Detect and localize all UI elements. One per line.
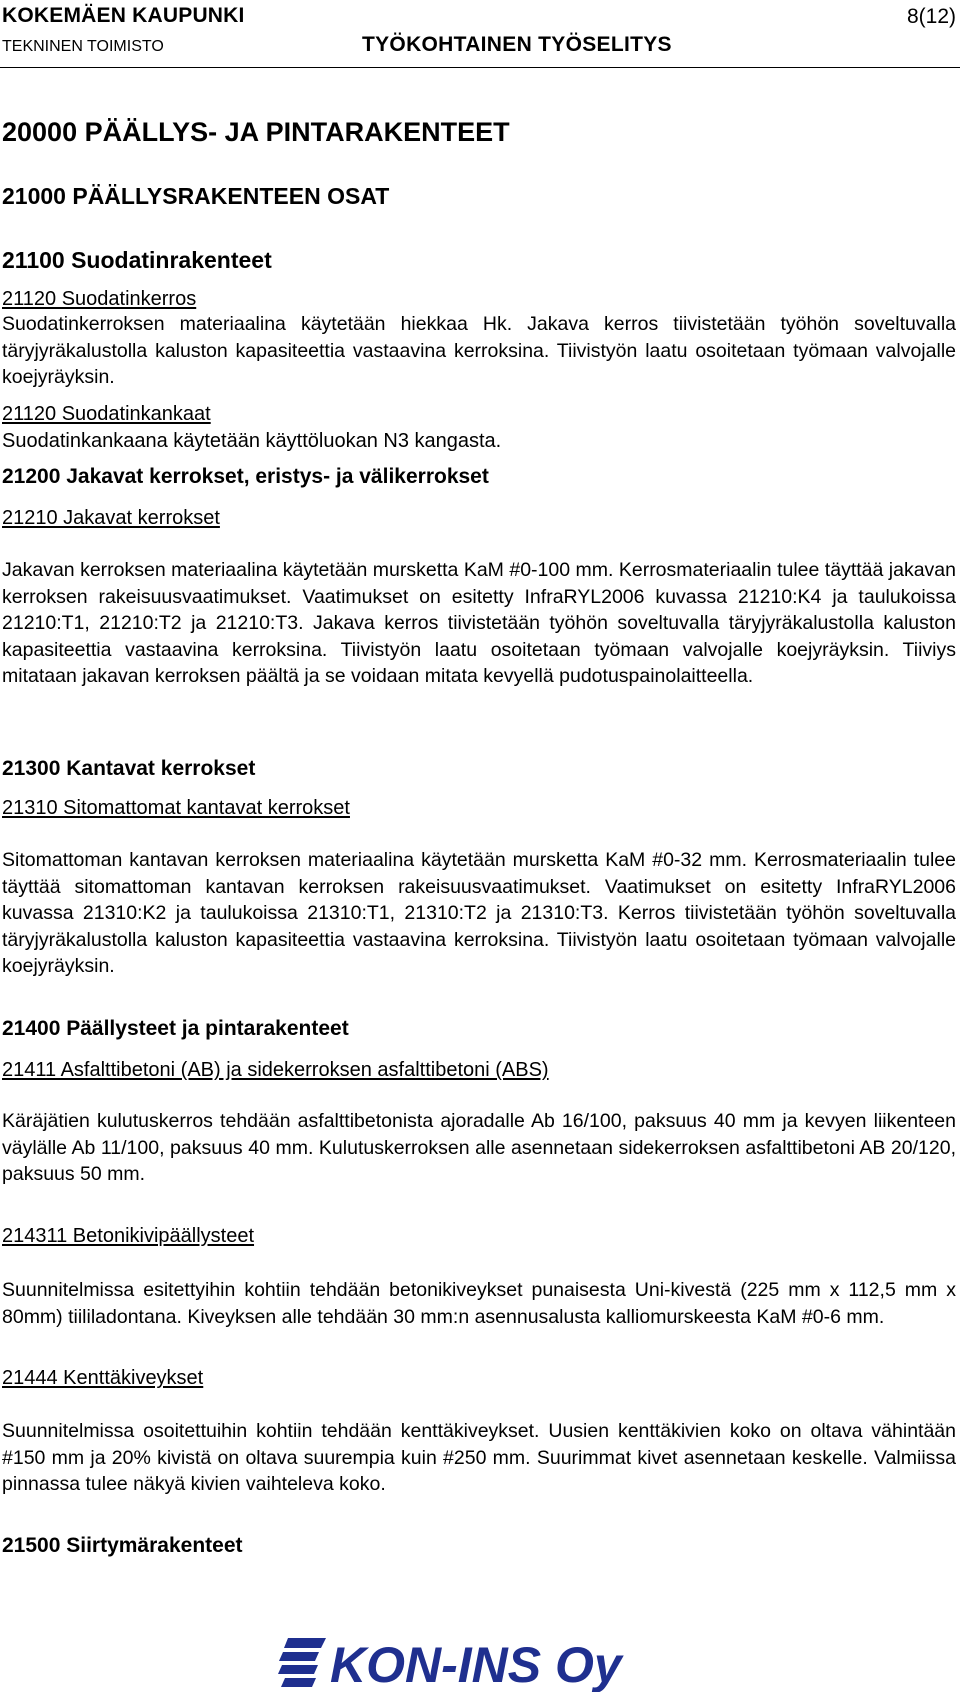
section-heading-21100: 21100 Suodatinrakenteet: [2, 247, 272, 273]
paragraph-214311: Suunnitelmissa esitettyihin kohtiin tehdään betonikiveykset punaisesta Uni-kivestä (225 mm x 112,5 mm x 80mm) tiililadontana. Kiveyksen alle tehdään 30 mm:n asennusalusta kalliomurskeesta KaM #0-6 mm.: [2, 1279, 956, 1328]
kon-ins-logo-mark: [278, 1638, 326, 1687]
organization-name: KOKEMÄEN KAUPUNKI: [2, 4, 245, 27]
subsection-heading-21310: 21310 Sitomattomat kantavat kerrokset: [2, 797, 350, 819]
subsection-heading-21120-suodatinkerros: 21120 Suodatinkerros: [2, 288, 197, 310]
subsection-heading-21120-suodatinkankaat: 21120 Suodatinkankaat: [2, 403, 211, 425]
paragraph-21444: Suunnitelmissa osoitettuihin kohtiin tehdään kenttäkiveykset. Uusien kenttäkivien koko on oltava vähintään #150 mm ja 20% kivistä on oltava suurempia kuin #250 mm. Suurimmat kivet asennetaan keskelle. Valmiissa pinnassa tulee näkyä kivien vaihteleva koko.: [2, 1420, 956, 1495]
subsection-heading-21444: 21444 Kenttäkiveykset: [2, 1367, 204, 1389]
header-divider: [0, 67, 960, 68]
document-title: TYÖKOHTAINEN TYÖSELITYS: [362, 33, 672, 56]
paragraph-21411: Käräjätien kulutuskerros tehdään asfalttibetonista ajoradalle Ab 16/100, paksuus 40 mm ja kevyen liikenteen väylälle Ab 11/100, paksuus 40 mm. Kulutuskerroksen alle asennetaan sidekerroksen asfalttibetoni AB 20/120, paksuus 50 mm.: [2, 1110, 956, 1185]
page-number: 8(12): [906, 5, 956, 28]
paragraph-21210: Jakavan kerroksen materiaalina käytetään mursketta KaM #0-100 mm. Kerrosmateriaalin tulee täyttää jakavan kerroksen rakeisuusvaatimukset. Vaatimukset on esitetty InfraRYL2006 kuvassa 21210:K4 ja taulukoissa 21210:T1, 21210:T2 ja 21210:T3. Jakava kerros tiivistetään työhön soveltuvalla täryjyräkalustolla kaluston kapasiteettia vastaavina kerroksina. Tiivistyön laatu osoitetaan työmaan valvojalle koejyräyksin. Tiiviys mitataan jakavan kerroksen päältä ja se voidaan mitata kevyellä pudotuspainolaitteella.: [2, 559, 956, 687]
kon-ins-logo-text: KON-INS Oy: [330, 1637, 622, 1692]
subsection-heading-21411: 21411 Asfalttibetoni (AB) ja sidekerroksen asfalttibetoni (ABS): [2, 1059, 549, 1081]
section-heading-20000: 20000 PÄÄLLYS- JA PINTARAKENTEET: [2, 117, 510, 147]
kon-ins-logo: [278, 1632, 640, 1692]
subsection-heading-21210: 21210 Jakavat kerrokset: [2, 507, 220, 529]
paragraph-21120-suodatinkerros: Suodatinkerroksen materiaalina käytetään hiekkaa Hk. Jakava kerros tiivistetään työhön soveltuvalla täryjyräkalustolla kaluston kapasiteettia vastaavina kerroksina. Tiivistyön laatu osoitetaan työmaan valvojalle koejyräyksin.: [2, 313, 956, 388]
section-heading-21200: 21200 Jakavat kerrokset, eristys- ja välikerrokset: [2, 465, 489, 488]
department-name: TEKNINEN TOIMISTO: [2, 38, 164, 55]
paragraph-21310: Sitomattoman kantavan kerroksen materiaalina käytetään mursketta KaM #0-32 mm. Kerrosmateriaalin tulee täyttää sitomattoman kantavan kerroksen rakeisuusvaatimukset. Vaatimukset on esitetty InfraRYL2006 kuvassa 21310:K2 ja taulukoissa 21310:T1, 21310:T2 ja 21310:T3. Kerros tiivistetään työhön soveltuvalla täryjyräkalustolla kaluston kapasiteettia vastaavina kerroksina. Tiivistyön laatu osoitetaan työmaan valvojalle koejyräyksin.: [2, 849, 956, 977]
section-heading-21400: 21400 Päällysteet ja pintarakenteet: [2, 1017, 349, 1040]
section-heading-21000: 21000 PÄÄLLYSRAKENTEEN OSAT: [2, 183, 390, 209]
paragraph-21120-suodatinkankaat: Suodatinkankaana käytetään käyttöluokan N3 kangasta.: [2, 430, 502, 452]
subsection-heading-214311: 214311 Betonikivipäällysteet: [2, 1225, 255, 1247]
section-heading-21500: 21500 Siirtymärakenteet: [2, 1534, 243, 1557]
section-heading-21300: 21300 Kantavat kerrokset: [2, 757, 256, 780]
